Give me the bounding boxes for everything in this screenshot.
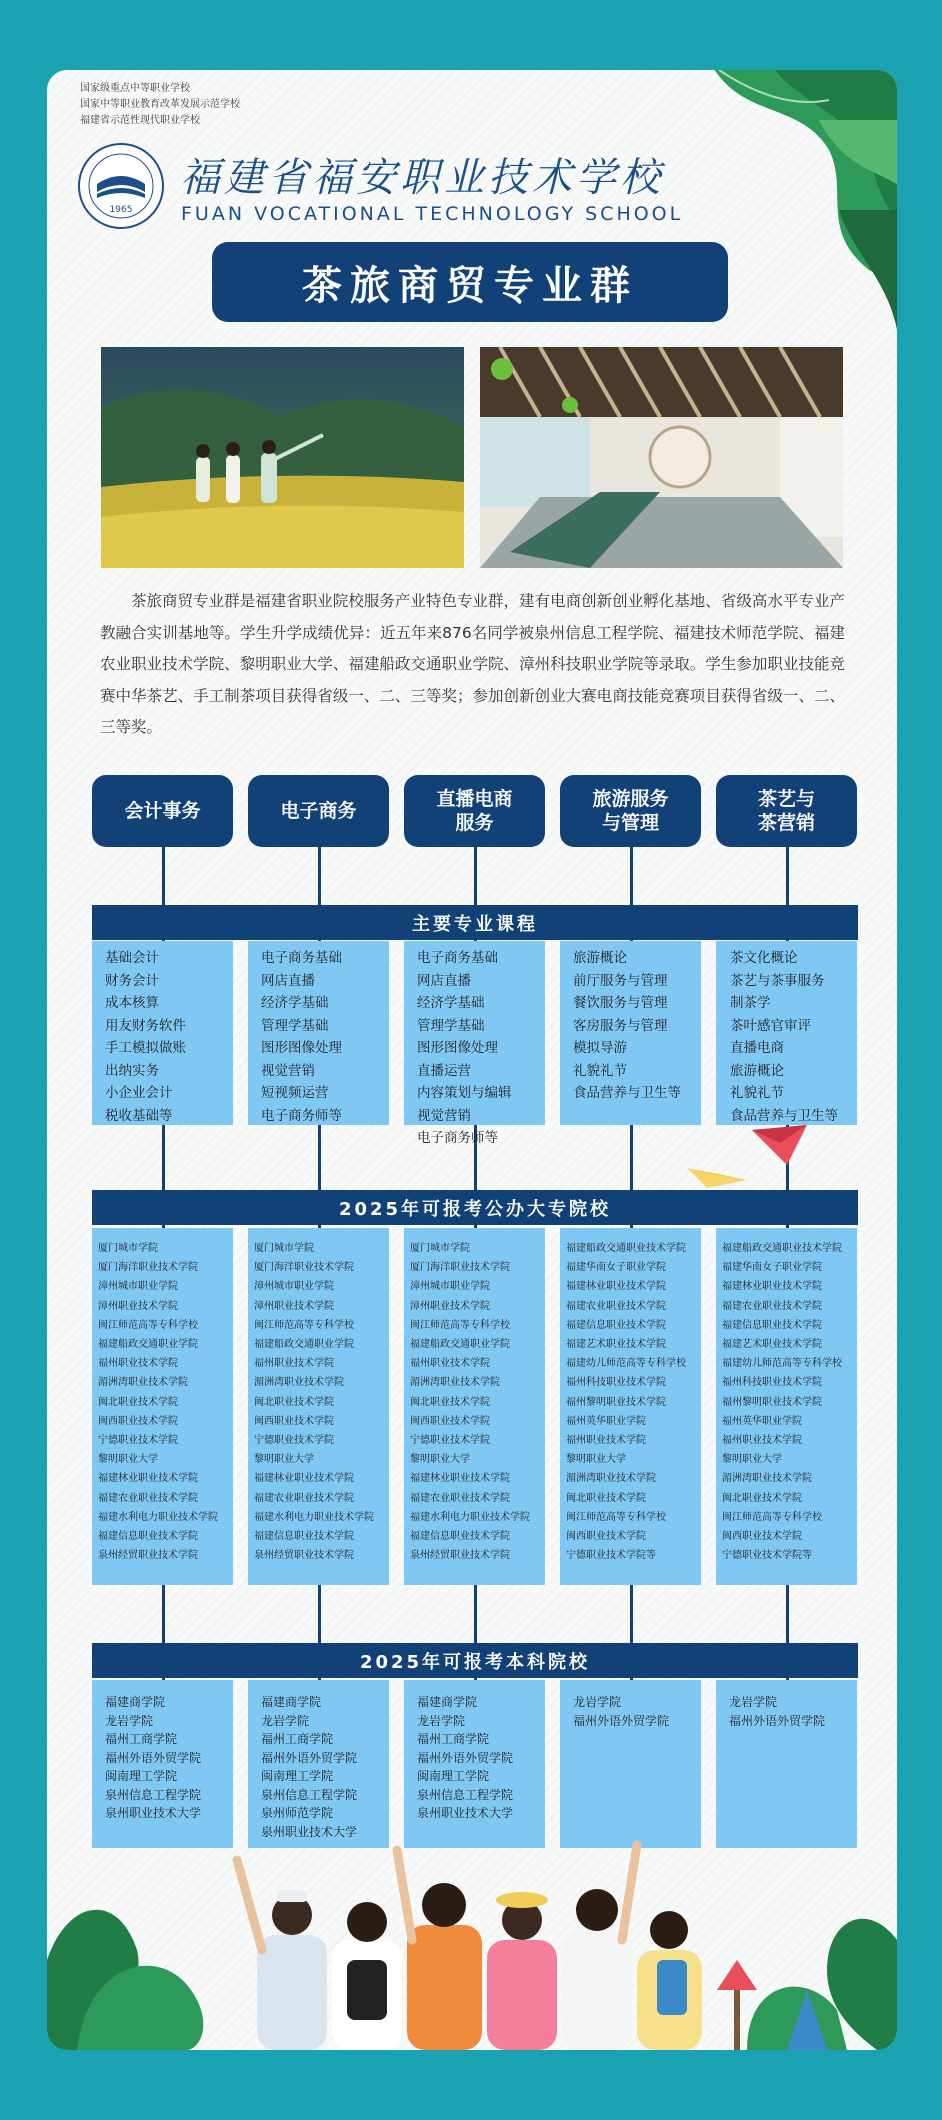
list-item: 福建船政交通职业技术学院 bbox=[566, 1243, 686, 1254]
university-list bbox=[248, 1680, 389, 1848]
list-item: 税收基础等 bbox=[105, 1107, 173, 1124]
paper-plane-icon bbox=[687, 1158, 747, 1188]
list-item: 闽江师范高等专科学校 bbox=[254, 1319, 354, 1331]
list-item: 闽西职业技术学院 bbox=[566, 1531, 646, 1543]
university-list bbox=[92, 1680, 233, 1848]
category-tourism: 旅游服务 与管理 bbox=[560, 775, 701, 847]
list-item: 小企业会计 bbox=[105, 1085, 173, 1101]
list-item: 泉州经贸职业技术学院 bbox=[98, 1550, 198, 1562]
list-item: 厦门城市学院 bbox=[254, 1243, 314, 1254]
list-item: 食品营养与卫生等 bbox=[730, 1107, 838, 1124]
category-accounting: 会计事务 bbox=[92, 775, 233, 847]
category-tea-art: 茶艺与 茶营销 bbox=[716, 775, 857, 847]
list-item: 福州英华职业学院 bbox=[566, 1415, 646, 1427]
category-ecommerce: 电子商务 bbox=[248, 775, 389, 847]
list-item: 闽西职业技术学院 bbox=[410, 1415, 490, 1427]
intro-paragraph: 茶旅商贸专业群是福建省职业院校服务产业特色专业群，建有电商创新创业孵化基地、省级高水平专业产教融合实训基地等。学生升学成绩优异：近五年来876名同学被泉州信息工程学院、福建技术师范学院、福建农业职业技术学院、黎明职业大学、福建船政交通职业学院、漳州科技职业学院等录取。学生参加职业技能竞赛中华茶艺、手工制茶项目获得省级一、二、三等奖；参加创新创业大赛电商技能竞赛项目获得省级一、二、三等奖。 bbox=[100, 592, 845, 736]
list-item: 餐饮服务与管理 bbox=[573, 995, 668, 1011]
list-item: 客房服务与管理 bbox=[573, 1017, 668, 1034]
list-item: 福州职业技术学院 bbox=[254, 1358, 334, 1370]
list-item: 旅游概论 bbox=[730, 1062, 784, 1079]
list-item: 福建幼儿师范高等专科学校 bbox=[722, 1358, 842, 1370]
list-item: 前厅服务与管理 bbox=[573, 972, 668, 989]
list-item: 漳州职业技术学院 bbox=[98, 1300, 178, 1312]
leaves-decoration bbox=[679, 70, 897, 390]
list-item: 闽北职业技术学院 bbox=[98, 1396, 178, 1408]
list-item: 福州科技职业技术学院 bbox=[722, 1377, 822, 1389]
list-item: 福建农业职业技术学院 bbox=[254, 1492, 354, 1504]
list-item: 内容策划与编辑 bbox=[417, 1085, 512, 1101]
list-item: 福建信息职业技术学院 bbox=[722, 1319, 822, 1331]
list-item: 出纳实务 bbox=[105, 1062, 159, 1079]
list-item: 福建船政交通职业学院 bbox=[410, 1339, 510, 1351]
list-item: 财务会计 bbox=[105, 972, 159, 989]
list-item: 福州职业技术学院 bbox=[722, 1435, 802, 1447]
list-item: 福州职业技术学院 bbox=[98, 1358, 178, 1370]
list-item: 礼貌礼节 bbox=[730, 1085, 784, 1101]
list-item: 闽江师范高等专科学校 bbox=[722, 1511, 822, 1523]
list-item: 基础会计 bbox=[105, 950, 159, 966]
list-item: 龙岩学院 bbox=[417, 1713, 466, 1728]
list-item: 湄洲湾职业技术学院 bbox=[98, 1377, 188, 1389]
list-item: 福建商学院 bbox=[105, 1695, 166, 1709]
list-item: 宁德职业技术学院 bbox=[254, 1435, 334, 1447]
list-item: 福建水利电力职业技术学院 bbox=[254, 1511, 374, 1523]
list-item: 泉州职业技术大学 bbox=[105, 1806, 202, 1820]
list-item: 电子商务师等 bbox=[417, 1130, 498, 1146]
paper-plane-icon bbox=[752, 1125, 807, 1165]
list-item: 泉州信息工程学院 bbox=[105, 1787, 202, 1802]
list-item: 手工模拟做账 bbox=[105, 1040, 186, 1056]
course-list bbox=[404, 941, 545, 1146]
list-item: 福建农业职业技术学院 bbox=[410, 1492, 510, 1504]
list-item: 福州职业技术学院 bbox=[566, 1435, 646, 1447]
list-item: 网店直播 bbox=[417, 972, 471, 989]
list-item: 宁德职业技术学院等 bbox=[722, 1550, 812, 1562]
list-item: 礼貌礼节 bbox=[573, 1062, 627, 1079]
school-honors bbox=[80, 81, 240, 129]
list-item: 闽江师范高等专科学校 bbox=[98, 1319, 198, 1331]
list-item: 漳州城市职业学院 bbox=[254, 1281, 334, 1293]
list-item: 食品营养与卫生等 bbox=[573, 1085, 681, 1101]
list-item: 闽西职业技术学院 bbox=[254, 1415, 334, 1427]
list-item: 经济学基础 bbox=[261, 995, 329, 1011]
list-item: 经济学基础 bbox=[417, 995, 485, 1011]
students-illustration bbox=[47, 1840, 897, 2050]
list-item: 茶艺与茶事服务 bbox=[730, 972, 825, 989]
list-item: 福州黎明职业技术学院 bbox=[722, 1396, 822, 1408]
photo-tea-room bbox=[480, 347, 843, 568]
list-item: 管理学基础 bbox=[417, 1017, 485, 1034]
list-item: 网店直播 bbox=[261, 972, 315, 989]
list-item: 电子商务师等 bbox=[261, 1107, 342, 1124]
honor-line: 福建省示范性现代职业学校 bbox=[80, 115, 200, 126]
list-item: 模拟导游 bbox=[573, 1040, 627, 1056]
list-item: 福建林业职业技术学院 bbox=[566, 1281, 666, 1293]
list-item: 宁德职业技术学院 bbox=[410, 1435, 490, 1447]
list-item: 福州黎明职业技术学院 bbox=[566, 1396, 666, 1408]
list-item: 宁德职业技术学院 bbox=[98, 1435, 178, 1447]
list-item: 漳州职业技术学院 bbox=[410, 1300, 490, 1312]
list-item: 厦门城市学院 bbox=[98, 1243, 158, 1254]
list-item: 茶文化概论 bbox=[730, 950, 798, 966]
list-item: 福州工商学院 bbox=[417, 1732, 490, 1746]
list-item: 管理学基础 bbox=[261, 1017, 329, 1034]
list-item: 图形图像处理 bbox=[417, 1040, 498, 1056]
course-list bbox=[560, 941, 701, 1125]
list-item: 厦门海洋职业技术学院 bbox=[410, 1262, 510, 1274]
list-item: 福建农业职业技术学院 bbox=[566, 1300, 666, 1312]
list-item: 福州职业技术学院 bbox=[410, 1358, 490, 1370]
list-item: 福建林业职业技术学院 bbox=[254, 1473, 354, 1485]
list-item: 旅游概论 bbox=[573, 950, 627, 966]
course-list bbox=[716, 941, 857, 1125]
list-item: 福州外语外贸学院 bbox=[573, 1713, 670, 1728]
colleges-header: 2025年可报考公办大专院校 bbox=[92, 1190, 858, 1225]
list-item: 湄洲湾职业技术学院 bbox=[722, 1473, 812, 1485]
list-item: 直播电商 bbox=[730, 1040, 784, 1056]
honor-line: 国家级重点中等职业学校 bbox=[80, 83, 190, 94]
list-item: 泉州职业技术大学 bbox=[261, 1824, 358, 1839]
list-item: 厦门海洋职业技术学院 bbox=[254, 1262, 354, 1274]
list-item: 闽西职业技术学院 bbox=[98, 1415, 178, 1427]
list-item: 电子商务基础 bbox=[417, 950, 498, 966]
list-item: 闽北职业技术学院 bbox=[410, 1396, 490, 1408]
list-item: 福建信息职业技术学院 bbox=[410, 1531, 510, 1543]
list-item: 福建艺术职业技术学院 bbox=[722, 1339, 822, 1351]
list-item: 厦门城市学院 bbox=[410, 1243, 470, 1254]
list-item: 福建信息职业技术学院 bbox=[566, 1319, 666, 1331]
list-item: 福建商学院 bbox=[417, 1695, 478, 1709]
list-item: 福建船政交通职业技术学院 bbox=[722, 1243, 842, 1254]
list-item: 电子商务基础 bbox=[261, 950, 342, 966]
list-item: 龙岩学院 bbox=[729, 1695, 778, 1709]
category-live-commerce: 直播电商 服务 bbox=[404, 775, 545, 847]
list-item: 福建林业职业技术学院 bbox=[410, 1473, 510, 1485]
list-item: 闽江师范高等专科学校 bbox=[410, 1319, 510, 1331]
list-item: 制茶学 bbox=[730, 995, 771, 1011]
list-item: 视觉营销 bbox=[417, 1107, 471, 1124]
list-item: 闽西职业技术学院 bbox=[722, 1531, 802, 1543]
list-item: 福建林业职业技术学院 bbox=[98, 1473, 198, 1485]
list-item: 黎明职业大学 bbox=[410, 1454, 470, 1466]
list-item: 福建林业职业技术学院 bbox=[722, 1281, 822, 1293]
list-item: 湄洲湾职业技术学院 bbox=[254, 1377, 344, 1389]
list-item: 福建艺术职业技术学院 bbox=[566, 1339, 666, 1351]
list-item: 泉州信息工程学院 bbox=[417, 1787, 514, 1802]
college-list bbox=[560, 1228, 701, 1585]
list-item: 福州工商学院 bbox=[261, 1732, 334, 1746]
list-item: 福建水利电力职业技术学院 bbox=[98, 1511, 218, 1523]
list-item: 福建信息职业技术学院 bbox=[254, 1531, 354, 1543]
list-item: 龙岩学院 bbox=[261, 1713, 310, 1728]
university-list bbox=[404, 1680, 545, 1848]
list-item: 茶叶感官审评 bbox=[730, 1017, 811, 1034]
list-item: 福建幼儿师范高等专科学校 bbox=[566, 1358, 686, 1370]
list-item: 闽北职业技术学院 bbox=[722, 1492, 802, 1504]
list-item: 福建水利电力职业技术学院 bbox=[410, 1511, 530, 1523]
list-item: 漳州城市职业学院 bbox=[410, 1281, 490, 1293]
list-item: 漳州城市职业学院 bbox=[98, 1281, 178, 1293]
list-item: 福建商学院 bbox=[261, 1695, 322, 1709]
list-item: 视觉营销 bbox=[261, 1062, 315, 1079]
list-item: 福建信息职业技术学院 bbox=[98, 1531, 198, 1543]
list-item: 成本核算 bbox=[105, 995, 159, 1011]
list-item: 闽南理工学院 bbox=[417, 1769, 490, 1783]
list-item: 黎明职业大学 bbox=[98, 1454, 158, 1466]
list-item: 闽北职业技术学院 bbox=[566, 1492, 646, 1504]
list-item: 泉州职业技术大学 bbox=[417, 1806, 514, 1820]
courses-header: 主要专业课程 bbox=[92, 905, 858, 940]
list-item: 厦门海洋职业技术学院 bbox=[98, 1262, 198, 1274]
list-item: 福建华南女子职业学院 bbox=[722, 1262, 822, 1274]
list-item: 福州英华职业学院 bbox=[722, 1415, 802, 1427]
college-list bbox=[248, 1228, 389, 1585]
list-item: 漳州职业技术学院 bbox=[254, 1300, 334, 1312]
course-list bbox=[248, 941, 389, 1125]
list-item: 福建华南女子职业学院 bbox=[566, 1262, 666, 1274]
list-item: 福州科技职业技术学院 bbox=[566, 1377, 666, 1389]
list-item: 黎明职业大学 bbox=[566, 1454, 626, 1466]
college-list bbox=[716, 1228, 857, 1585]
list-item: 福建船政交通职业学院 bbox=[254, 1339, 354, 1351]
photo-tea-field bbox=[101, 347, 464, 568]
list-item: 福州外语外贸学院 bbox=[729, 1713, 826, 1728]
list-item: 闽南理工学院 bbox=[261, 1769, 334, 1783]
college-list bbox=[92, 1228, 233, 1585]
list-item: 龙岩学院 bbox=[573, 1695, 622, 1709]
logo-year: 1965 bbox=[109, 205, 133, 215]
list-item: 闽南理工学院 bbox=[105, 1769, 178, 1783]
list-item: 泉州师范学院 bbox=[261, 1806, 334, 1820]
list-item: 福州外语外贸学院 bbox=[261, 1750, 358, 1765]
list-item: 泉州经贸职业技术学院 bbox=[410, 1550, 510, 1562]
list-item: 福州外语外贸学院 bbox=[105, 1750, 202, 1765]
list-item: 闽江师范高等专科学校 bbox=[566, 1511, 666, 1523]
list-item: 湄洲湾职业技术学院 bbox=[410, 1377, 500, 1389]
school-name-en: FUAN VOCATIONAL TECHNOLOGY SCHOOL bbox=[181, 203, 684, 225]
list-item: 宁德职业技术学院等 bbox=[566, 1550, 656, 1562]
page-title: 茶旅商贸专业群 bbox=[212, 242, 728, 322]
list-item: 直播运营 bbox=[417, 1062, 471, 1079]
list-item: 闽北职业技术学院 bbox=[254, 1396, 334, 1408]
list-item: 短视频运营 bbox=[261, 1085, 329, 1101]
list-item: 图形图像处理 bbox=[261, 1040, 342, 1056]
list-item: 福建农业职业技术学院 bbox=[98, 1492, 198, 1504]
list-item: 福州工商学院 bbox=[105, 1732, 178, 1746]
list-item: 福建农业职业技术学院 bbox=[722, 1300, 822, 1312]
list-item: 龙岩学院 bbox=[105, 1713, 154, 1728]
list-item: 黎明职业大学 bbox=[254, 1454, 314, 1466]
university-list bbox=[560, 1680, 701, 1848]
school-logo bbox=[77, 142, 165, 230]
list-item: 黎明职业大学 bbox=[722, 1454, 782, 1466]
list-item: 福州外语外贸学院 bbox=[417, 1750, 514, 1765]
list-item: 湄洲湾职业技术学院 bbox=[566, 1473, 656, 1485]
list-item: 泉州信息工程学院 bbox=[261, 1787, 358, 1802]
universities-header: 2025年可报考本科院校 bbox=[92, 1643, 858, 1678]
honor-line: 国家中等职业教育改革发展示范学校 bbox=[80, 99, 240, 110]
poster-panel bbox=[47, 70, 897, 2050]
list-item: 用友财务软件 bbox=[105, 1017, 186, 1034]
list-item: 泉州经贸职业技术学院 bbox=[254, 1550, 354, 1562]
college-list bbox=[404, 1228, 545, 1585]
course-list bbox=[92, 941, 233, 1125]
school-name-cn: 福建省福安职业技术学校 bbox=[180, 155, 664, 201]
university-list bbox=[716, 1680, 857, 1848]
list-item: 福建船政交通职业学院 bbox=[98, 1339, 198, 1351]
